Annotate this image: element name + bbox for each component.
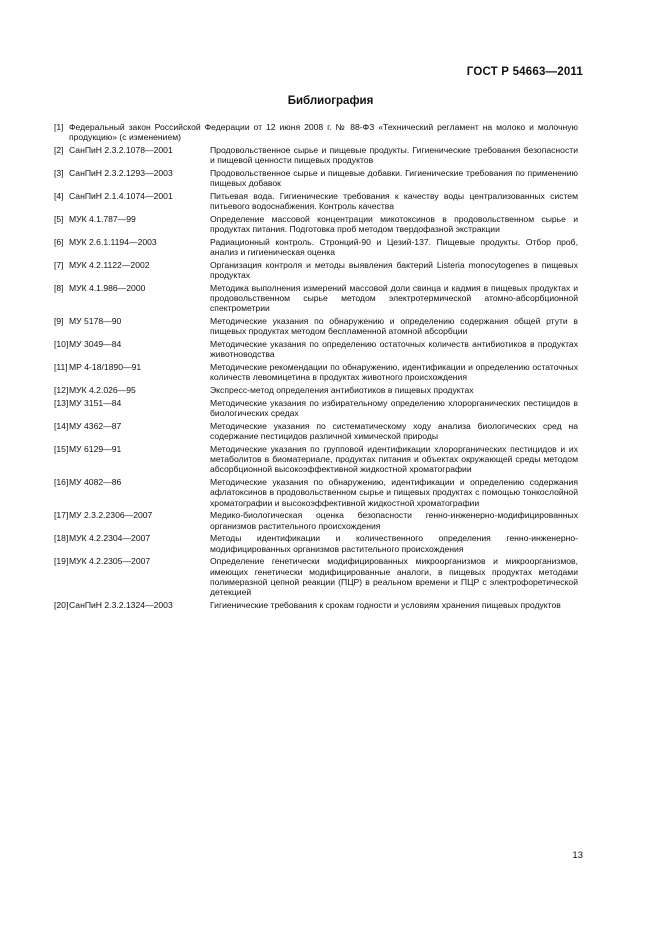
bibliography-entry [54,444,578,475]
entry-document: МУК 4.2.2305—2007 [69,556,151,567]
entry-description: Методика выполнения измерений массовой доли свинца и кадмия в пищевых продуктах и продовольственном сырье методом электротермической атомно-абсорбционной спектрометрии [210,282,578,314]
entry-number: [10] [54,339,69,350]
bibliography-entry [54,556,578,597]
entry-document: МУК 4.2.026—95 [69,385,136,396]
entry-document: СанПиН 2.3.2.1324—2003 [69,599,173,610]
entry-description: Питьевая вода. Гигиенические требования к качеству воды централизованных систем питьевого водоснабжения. Контроль качества [210,190,578,212]
entry-number: [11] [54,362,68,373]
entry-number: [3] [54,167,64,178]
entry-number: [2] [54,144,64,155]
bibliography-entry [54,510,578,531]
entry-document: МР 4-18/1890—91 [69,362,142,373]
entry-number: [20] [54,599,69,610]
entry-number: [6] [54,236,64,247]
entry-document: МУ 3049—84 [69,339,122,350]
bibliography-entry [54,316,578,337]
entry-number: [4] [54,190,64,201]
entry-number: [13] [54,397,69,408]
entry-number: [15] [54,443,69,454]
entry-description: Продовольственное сырье и пищевые добавки. Гигиенические требования по применению пищевых добавок [210,167,578,189]
bibliography-entry [54,237,578,258]
page-number: 13 [572,850,583,861]
bibliography-entry [54,168,578,189]
entry-document: МУК 4.1.986—2000 [69,282,146,293]
entry-description: Организация контроля и методы выявления бактерий Listeria monocytogenes в пищевых продуктах [210,259,578,281]
entry-number: [14] [54,420,69,431]
entry-document: МУК 4.2.2304—2007 [69,533,151,544]
bibliography-entry [54,477,578,508]
bibliography-entry [54,385,578,395]
entry-description: Методические рекомендации по обнаружению, идентификации и определению остаточных количеств левомицетина в продуктах животного происхождения [210,362,578,383]
bibliography-entry [54,122,578,143]
bibliography-entry [54,214,578,235]
entry-description: Методические указания по обнаружению, идентификации и определению содержания афлатоксинов в продовольственном сырье и пищевых продуктах с помощью тонкослойной хроматографии и высокоэффективной жидкостной хроматографии [210,477,578,508]
entry-description: Методические указания по групповой идентификации хлорорганических пестицидов и их метаболитов в биоматериале, продуктах питания и объектах окружающей среды методом абсорбционной высокоэффективной жидкостной хроматографии [210,443,578,475]
entry-number: [17] [54,510,69,521]
bibliography-entry [54,398,578,419]
entry-description: Гигиенические требования к срокам годности и условиям хранения пищевых продуктов [210,599,561,610]
entry-number: [19] [54,556,69,567]
entry-document: МУ 3151—84 [69,397,122,408]
entry-description: Медико-биологическая оценка безопасности генно-инженерно-модифицированных организмов растительного происхождения [210,510,578,531]
entry-document: МУК 4.1.787—99 [69,213,136,224]
entry-description: Определение массовой концентрации микотоксинов в продовольственном сырье и продуктах питания. Подготовка проб методом твердофазной экстракции [210,213,578,235]
entry-description: Методические указания по избирательному определению хлорорганических пестицидов в биологических средах [210,397,578,419]
bibliography-entry [54,421,578,442]
entry-description: Методические указания по определению остаточных количеств антибиотиков в продуктах животноводства [210,339,578,360]
entry-description: Радиационный контроль. Стронций-90 и Цезий-137. Пищевые продукты. Отбор проб, анализ и гигиеническая оценка [210,236,578,258]
entry-description: Методические указания по систематическому ходу анализа биологических сред на содержание пестицидов различной химической природы [210,420,578,442]
entry-document: МУ 2.3.2.2306—2007 [69,510,153,521]
entry-document: СанПиН 2.3.2.1078—2001 [69,144,173,155]
entry-number: [12] [54,385,69,396]
entry-document: МУ 6129—91 [69,443,122,454]
entry-number: [1] [54,122,64,132]
entry-number: [5] [54,213,64,224]
page-title: Библиография [287,95,374,107]
entry-number: [16] [54,477,69,488]
bibliography-entry [54,283,578,314]
standard-designation: ГОСТ Р 54663—2011 [466,66,583,78]
bibliography-entry [54,191,578,212]
entry-document: СанПиН 2.3.2.1293—2003 [69,167,173,178]
bibliography-entry [54,600,578,610]
entry-description: Продовольственное сырье и пищевые продукты. Гигиенические требования безопасности и пищевой ценности пищевых продуктов [210,144,578,166]
bibliography-list [54,122,578,613]
bibliography-entry [54,362,578,383]
entry-description: Методические указания по обнаружению и определению содержания общей ртути в пищевых продуктах методом беспламенной атомной абсорбции [210,316,578,337]
entry-description: Федеральный закон Российской Федерации от 12 июня 2008 г. № 88-ФЗ «Технический регламент на молоко и молочную продукцию» (с изменением) [69,122,578,143]
entry-document: МУ 4362—87 [69,420,122,431]
entry-document: МУК 4.2.1122—2002 [69,259,150,270]
entry-description: Методы идентификации и количественного определения генно-инженерно-модифицированных организмов растительного происхождения [210,533,578,554]
entry-description: Определение генетически модифицированных микроорганизмов и микроорганизмов, имеющих генетически модифицированные аналоги, в пищевых продуктах методами полимеразной цепной реакции (ПЦР) в реальном времени и ПЦР с электрофоретической детекцией [210,556,578,598]
entry-number: [18] [54,533,69,544]
bibliography-entry [54,339,578,360]
entry-document: МУ 4082—86 [69,477,122,488]
entry-document: СанПиН 2.1.4.1074—2001 [69,190,173,201]
bibliography-entry [54,533,578,554]
entry-document: МУК 2.6.1.1194—2003 [69,236,157,247]
bibliography-entry [54,260,578,281]
entry-number: [7] [54,259,64,270]
entry-number: [9] [54,316,64,327]
entry-document: МУ 5178—90 [69,316,122,327]
bibliography-entry [54,145,578,166]
entry-number: [8] [54,282,64,293]
entry-description: Экспресс-метод определения антибиотиков в пищевых продуктах [210,385,474,396]
